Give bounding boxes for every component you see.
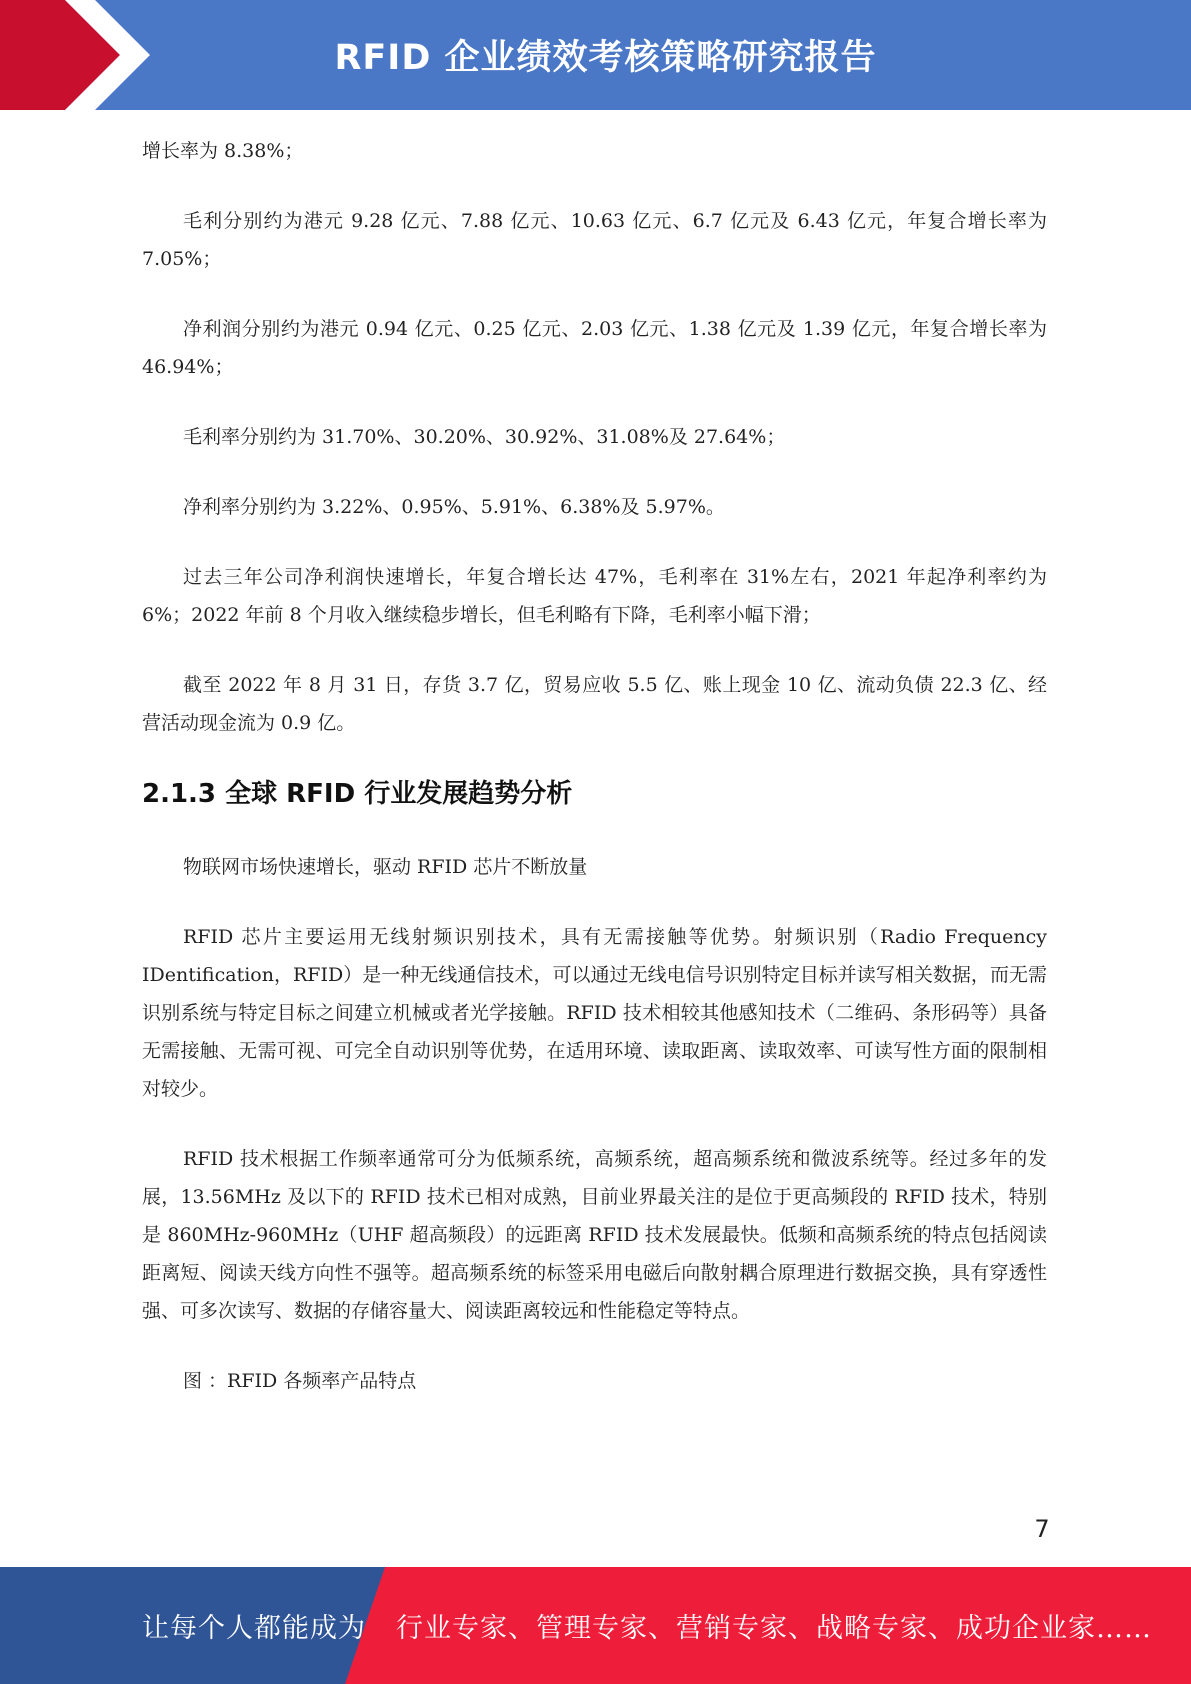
- paragraph: 过去三年公司净利润快速增长，年复合增长达 47%，毛利率在 31%左右，2021 年起净利率约为 6%；2022 年前 8 个月收入继续稳步增长，但毛利略有下降，毛利率小幅下滑；: [142, 566, 1047, 626]
- page-footer: [0, 1567, 1191, 1684]
- paragraph: 增长率为 8.38%；: [142, 140, 304, 162]
- paragraph: 毛利分别约为港元 9.28 亿元、7.88 亿元、10.63 亿元、6.7 亿元及 6.43 亿元，年复合增长率为 7.05%；: [142, 210, 1047, 270]
- footer-slogan-right: 行业专家、管理专家、营销专家、战略专家、成功企业家……: [396, 1613, 1152, 1644]
- page-header: [0, 0, 1191, 110]
- section-heading: 2.1.3 全球 RFID 行业发展趋势分析: [142, 779, 573, 809]
- figure-caption: 图 ：RFID 各频率产品特点: [183, 1370, 417, 1392]
- paragraph: 净利率分别约为 3.22%、0.95%、5.91%、6.38%及 5.97%。: [183, 496, 725, 518]
- footer-slogan-left: 让每个人都能成为: [142, 1613, 366, 1644]
- document-body: [142, 132, 1047, 1432]
- paragraph: 截至 2022 年 8 月 31 日，存货 3.7 亿，贸易应收 5.5 亿、账上现金 10 亿、流动负债 22.3 亿、经营活动现金流为 0.9 亿。: [142, 674, 1047, 734]
- paragraph: RFID 技术根据工作频率通常可分为低频系统，高频系统，超高频系统和微波系统等。经过多年的发展，13.56MHz 及以下的 RFID 技术已相对成熟，目前业界最关注的是位于更高频段的 RFID 技术，特别是 860MHz-960MHz（UHF 超高频段）的远距离 RFID 技术发展最快。低频和高频系统的特点包括阅读距离短、阅读天线方向性不强等。超高频系统的标签采用电磁后向散射耦合原理进行数据交换，具有穿透性强、可多次读写、数据的存储容量大、阅读距离较远和性能稳定等特点。: [142, 1148, 1047, 1322]
- paragraph: 毛利率分别约为 31.70%、30.20%、30.92%、31.08%及 27.64%；: [183, 426, 786, 448]
- page-number: 7: [1034, 1515, 1050, 1543]
- paragraph: 净利润分别约为港元 0.94 亿元、0.25 亿元、2.03 亿元、1.38 亿元及 1.39 亿元，年复合增长率为 46.94%；: [142, 318, 1047, 378]
- paragraph: 物联网市场快速增长，驱动 RFID 芯片不断放量: [183, 856, 588, 878]
- paragraph: RFID 芯片主要运用无线射频识别技术，具有无需接触等优势。射频识别（Radio Frequency IDentification，RFID）是一种无线通信技术，可以通过无线电信号识别特定目标并读写相关数据，而无需识别系统与特定目标之间建立机械或者光学接触。RFID 技术相较其他感知技术（二维码、条形码等）具备无需接触、无需可视、可完全自动识别等优势，在适用环境、读取距离、读取效率、可读写性方面的限制相对较少。: [142, 926, 1047, 1100]
- report-title: RFID 企业绩效考核策略研究报告: [334, 38, 877, 78]
